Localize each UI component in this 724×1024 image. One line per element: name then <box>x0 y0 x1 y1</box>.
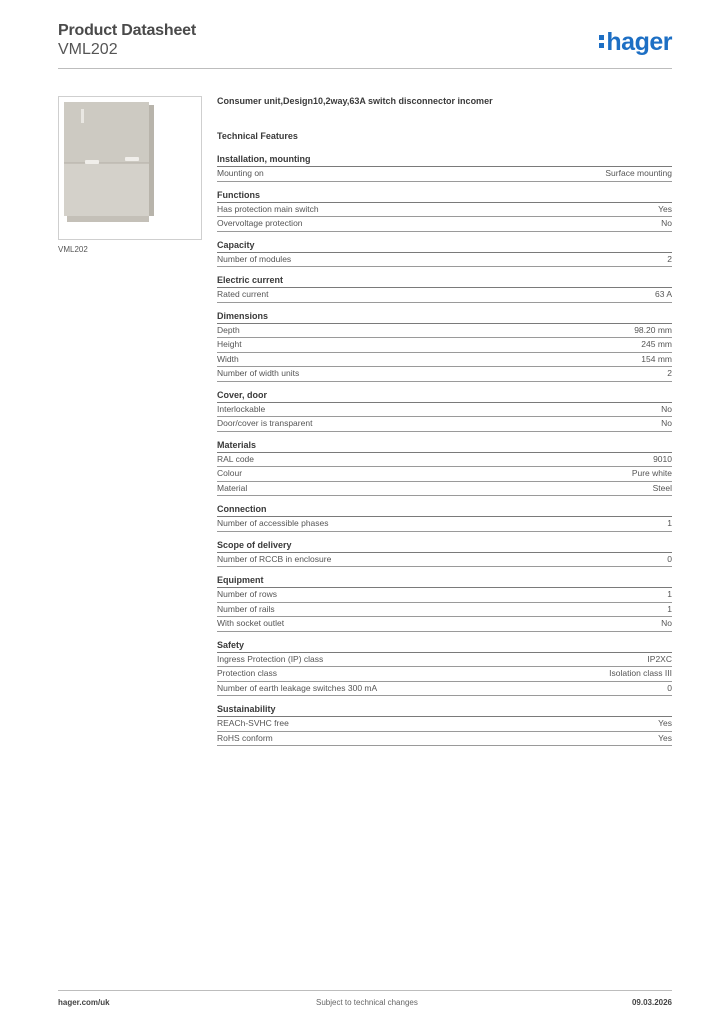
feature-sections <box>217 154 672 746</box>
section-title: Cover, door <box>217 390 672 403</box>
section-title: Electric current <box>217 275 672 288</box>
product-image <box>58 96 202 240</box>
feature-value: 2 <box>667 253 672 264</box>
feature-section <box>217 440 672 497</box>
feature-section <box>217 311 672 382</box>
footer-notice: Subject to technical changes <box>316 998 418 1007</box>
page-title: Product Datasheet <box>58 22 196 39</box>
header-divider <box>58 68 672 69</box>
feature-value: No <box>661 618 672 628</box>
feature-row <box>217 453 672 468</box>
feature-value: 1 <box>667 589 672 599</box>
feature-section <box>217 154 672 182</box>
section-title: Safety <box>217 640 672 653</box>
feature-row <box>217 682 672 697</box>
datasheet-content <box>217 96 672 754</box>
feature-row <box>217 417 672 432</box>
feature-row <box>217 217 672 232</box>
feature-value: 245 mm <box>641 339 672 349</box>
feature-label: Overvoltage protection <box>217 218 303 228</box>
feature-section <box>217 190 672 232</box>
feature-value: Steel <box>652 482 672 493</box>
feature-label: Colour <box>217 468 243 478</box>
product-code: VML202 <box>58 41 118 58</box>
feature-row <box>217 482 672 497</box>
logo-text: hager <box>606 28 672 56</box>
feature-label: Width <box>217 353 239 364</box>
feature-value: 98.20 mm <box>634 324 672 335</box>
feature-row <box>217 717 672 732</box>
section-title: Equipment <box>217 575 672 588</box>
section-title: Capacity <box>217 240 672 253</box>
feature-value: 1 <box>667 518 672 528</box>
feature-label: Number of modules <box>217 253 292 264</box>
hager-logo <box>599 28 672 57</box>
feature-row <box>217 288 672 303</box>
section-title: Installation, mounting <box>217 154 672 167</box>
feature-row <box>217 653 672 668</box>
feature-label: With socket outlet <box>217 618 285 628</box>
logo-dots-icon <box>599 32 604 51</box>
feature-row <box>217 588 672 603</box>
feature-value: 0 <box>667 553 672 564</box>
feature-row <box>217 353 672 368</box>
feature-value: Yes <box>658 203 672 214</box>
feature-label: REACh-SVHC free <box>217 718 289 728</box>
feature-section <box>217 640 672 697</box>
feature-value: Pure white <box>631 468 672 478</box>
section-title: Connection <box>217 504 672 517</box>
feature-label: Depth <box>217 324 240 335</box>
image-caption: VML202 <box>58 245 88 254</box>
feature-label: Material <box>217 482 248 493</box>
feature-row <box>217 167 672 182</box>
consumer-unit-illustration <box>59 97 201 239</box>
feature-label: RAL code <box>217 453 255 464</box>
feature-row <box>217 617 672 632</box>
feature-label: Height <box>217 339 242 349</box>
feature-section <box>217 275 672 303</box>
feature-row <box>217 253 672 268</box>
feature-value: 2 <box>667 368 672 378</box>
feature-value: Isolation class III <box>609 668 672 678</box>
feature-value: 63 A <box>654 289 672 299</box>
feature-label: Ingress Protection (IP) class <box>217 653 324 664</box>
feature-label: Door/cover is transparent <box>217 418 313 428</box>
section-title: Sustainability <box>217 704 672 717</box>
feature-label: Number of accessible phases <box>217 518 329 528</box>
feature-section <box>217 540 672 568</box>
feature-label: RoHS conform <box>217 732 273 743</box>
feature-value: No <box>661 418 672 428</box>
technical-features-heading: Technical Features <box>217 131 298 141</box>
feature-label: Number of rails <box>217 603 275 614</box>
feature-section <box>217 240 672 268</box>
feature-label: Protection class <box>217 668 277 678</box>
section-title: Scope of delivery <box>217 540 672 553</box>
product-description: Consumer unit,Design10,2way,63A switch disconnector incomer <box>217 96 493 106</box>
feature-label: Interlockable <box>217 403 266 414</box>
feature-row <box>217 553 672 568</box>
feature-section <box>217 575 672 632</box>
feature-value: IP2XC <box>647 653 672 664</box>
feature-label: Has protection main switch <box>217 203 319 214</box>
feature-row <box>217 367 672 382</box>
section-title: Materials <box>217 440 672 453</box>
feature-row <box>217 603 672 618</box>
feature-label: Mounting on <box>217 168 264 178</box>
feature-value: 9010 <box>653 453 672 464</box>
feature-value: 1 <box>667 603 672 614</box>
feature-value: 0 <box>667 682 672 693</box>
feature-label: Number of earth leakage switches 300 mA <box>217 682 378 693</box>
feature-value: Surface mounting <box>605 168 672 178</box>
feature-label: Rated current <box>217 289 269 299</box>
feature-row <box>217 338 672 353</box>
section-title: Dimensions <box>217 311 672 324</box>
feature-row <box>217 324 672 339</box>
feature-label: Number of RCCB in enclosure <box>217 553 332 564</box>
footer-website: hager.com/uk <box>58 998 110 1007</box>
feature-row <box>217 517 672 532</box>
footer-divider <box>58 990 672 991</box>
feature-row <box>217 467 672 482</box>
feature-row <box>217 403 672 418</box>
feature-row <box>217 732 672 747</box>
feature-label: Number of rows <box>217 589 277 599</box>
feature-section <box>217 504 672 532</box>
feature-section <box>217 390 672 432</box>
feature-label: Number of width units <box>217 368 300 378</box>
feature-row <box>217 667 672 682</box>
page-header <box>58 22 196 59</box>
feature-value: Yes <box>658 718 672 728</box>
feature-value: No <box>661 403 672 414</box>
section-title: Functions <box>217 190 672 203</box>
footer-date: 09.03.2026 <box>631 998 672 1007</box>
feature-value: Yes <box>658 732 672 743</box>
feature-section <box>217 704 672 746</box>
feature-row <box>217 203 672 218</box>
feature-value: No <box>661 218 672 228</box>
feature-value: 154 mm <box>641 353 672 364</box>
